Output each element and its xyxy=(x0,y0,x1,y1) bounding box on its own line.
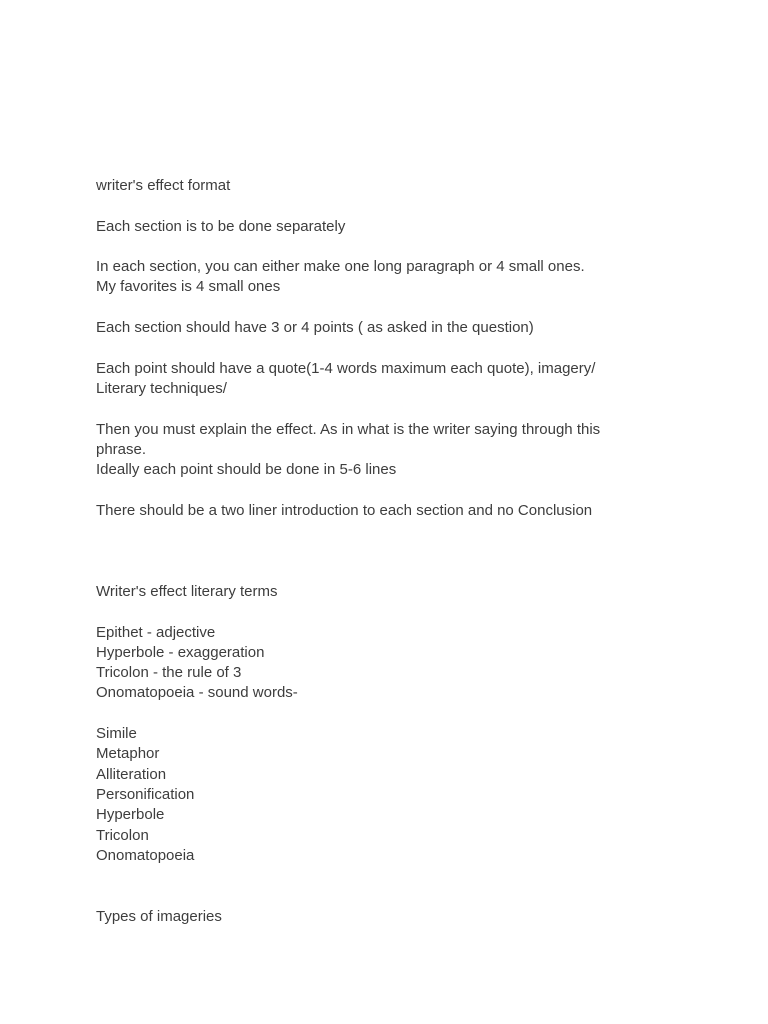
note-paragraph: My favorites is 4 small ones xyxy=(96,278,281,296)
blank-lines xyxy=(96,866,696,907)
term-item: Onomatopoeia - sound words- xyxy=(96,684,298,702)
note-paragraph: Then you must explain the effect. As in what is the writer saying through this xyxy=(96,420,601,438)
device-item: Simile xyxy=(96,725,137,743)
imagery-heading: Types of imageries xyxy=(96,907,222,925)
blank-line xyxy=(96,196,696,216)
device-item: Onomatopoeia xyxy=(96,846,195,864)
note-paragraph: Literary techniques/ xyxy=(96,379,227,397)
blank-line xyxy=(96,338,696,358)
note-paragraph: Ideally each point should be done in 5-6 lines xyxy=(96,461,397,479)
note-title: writer's effect format xyxy=(96,177,231,194)
blank-line xyxy=(96,602,696,622)
blank-lines xyxy=(96,521,696,582)
note-paragraph: Each section is to be done separately xyxy=(96,217,346,235)
blank-line xyxy=(96,704,696,724)
device-item: Tricolon xyxy=(96,826,149,844)
note-paragraph: phrase. xyxy=(96,440,147,458)
blank-line xyxy=(96,237,696,257)
blank-line xyxy=(96,399,696,419)
note-body[interactable] xyxy=(96,176,696,927)
term-item: Hyperbole - exaggeration xyxy=(96,643,265,661)
device-item: Personification xyxy=(96,785,195,803)
device-item: Hyperbole xyxy=(96,806,165,824)
note-paragraph: There should be a two liner introduction to each section and no Conclusion xyxy=(96,501,593,519)
term-item: Epithet - adjective xyxy=(96,623,216,641)
blank-line xyxy=(96,298,696,318)
term-item: Tricolon - the rule of 3 xyxy=(96,664,242,682)
terms-heading: Writer's effect literary terms xyxy=(96,582,278,600)
blank-line xyxy=(96,480,696,500)
note-paragraph: In each section, you can either make one long paragraph or 4 small ones. xyxy=(96,258,585,276)
note-paragraph: Each section should have 3 or 4 points ( as asked in the question) xyxy=(96,319,534,337)
device-item: Metaphor xyxy=(96,745,160,763)
note-paragraph: Each point should have a quote(1-4 words maximum each quote), imagery/ xyxy=(96,359,596,377)
device-item: Alliteration xyxy=(96,765,167,783)
